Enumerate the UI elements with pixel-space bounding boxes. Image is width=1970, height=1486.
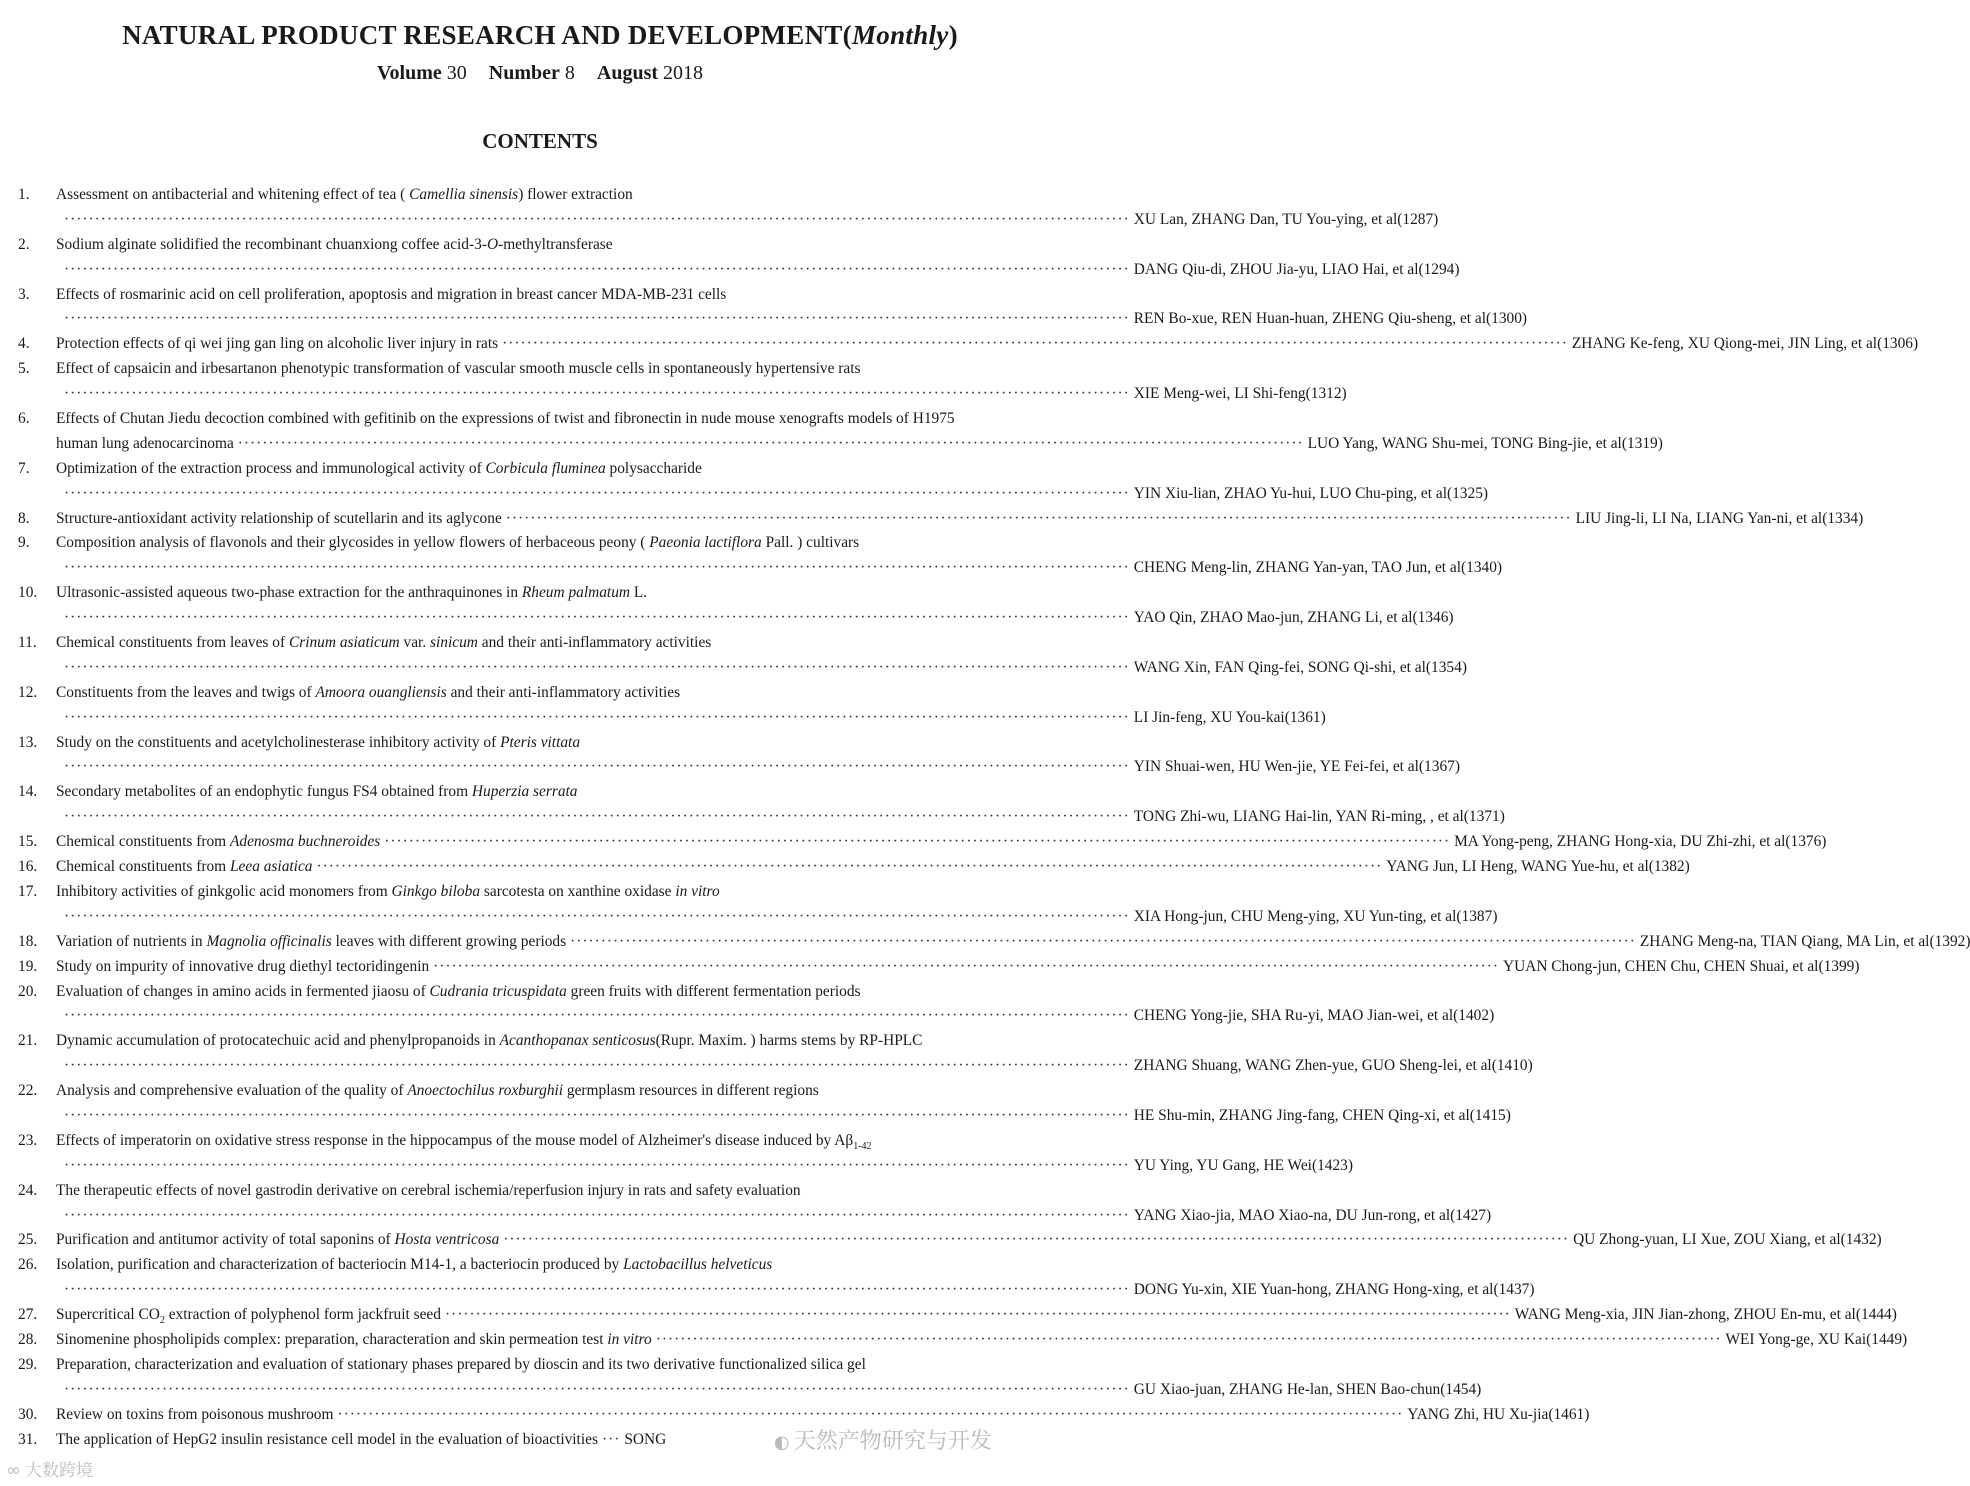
- entry-title: Effects of imperatorin on oxidative stress response in the hippocampus of the mouse model of Alzheimer's disease induced by $A\beta_{1-42}$: [56, 1131, 872, 1152]
- entry-number: 16.: [18, 858, 38, 876]
- toc-entry: [0, 855, 1690, 880]
- entry-title: Study on the constituents and acetylcholinesterase inhibitory activity of Pteris vittata: [56, 733, 581, 751]
- contents-heading: CONTENTS: [482, 129, 598, 153]
- leader-dots: ··············································································································································································: [64, 260, 1130, 278]
- toc-entry: [0, 407, 1663, 457]
- leader-dots: ··············································································································································································: [64, 708, 1130, 726]
- entry-number: 13.: [18, 733, 38, 751]
- leader-dots: ···: [601, 1430, 621, 1448]
- leader-dots: ··············································································································································································: [502, 335, 1568, 353]
- toc-entry: [0, 507, 1864, 532]
- entry-title: Composition analysis of flavonols and their glycosides in yellow flowers of herbaceous peony ( Paeonia lactiflora Pall. ) cultivars: [56, 534, 860, 552]
- toc-entry: [0, 930, 1970, 955]
- entry-authors: XIA Hong-jun, CHU Meng-ying, XU Yun-ting, et al(1387): [1133, 907, 1498, 925]
- entry-number: 1.: [18, 186, 30, 203]
- journal-title: NATURAL PRODUCT RESEARCH AND DEVELOPMENT(Monthly): [122, 20, 958, 50]
- entry-number: 23.: [18, 1131, 38, 1149]
- entry-title: Protection effects of qi wei jing gan ling on alcoholic liver injury in rats: [56, 335, 499, 353]
- entry-title: Inhibitory activities of ginkgolic acid monomers from Ginkgo biloba sarcotesta on xanthine oxidase in vitro: [56, 882, 720, 900]
- entry-number: 22.: [18, 1082, 38, 1100]
- leader-dots: ··············································································································································································: [503, 1231, 1570, 1249]
- entry-authors: TONG Zhi-wu, LIANG Hai-lin, YAN Ri-ming, , et al(1371): [1133, 808, 1505, 826]
- entry-title: Study on impurity of innovative drug diethyl tectoridingenin: [56, 957, 430, 975]
- entry-authors: CHENG Yong-jie, SHA Ru-yi, MAO Jian-wei, et al(1402): [1133, 1007, 1495, 1025]
- entry-number: 31.: [18, 1430, 38, 1448]
- entry-authors: LI Jin-feng, XU You-kai(1361): [1133, 708, 1326, 726]
- toc-entry: [0, 880, 1498, 930]
- leader-dots: ··············································································································································································: [64, 758, 1130, 776]
- toc-entry: [0, 1129, 1353, 1179]
- entry-number: 4.: [18, 335, 30, 353]
- toc-entry: [0, 980, 1495, 1030]
- leader-dots: ··············································································································································································: [64, 808, 1130, 826]
- entry-number: 26.: [18, 1256, 38, 1274]
- toc-entry: [0, 457, 1489, 507]
- toc-entry: [0, 1253, 1535, 1303]
- entry-authors: XIE Meng-wei, LI Shi-feng(1312): [1133, 385, 1347, 403]
- entry-authors: YANG Xiao-jia, MAO Xiao-na, DU Jun-rong, et al(1427): [1133, 1206, 1492, 1224]
- leader-dots: ··············································································································································································: [64, 907, 1130, 925]
- entry-number: 10.: [18, 584, 38, 602]
- entry-title: Evaluation of changes in amino acids in fermented jiaosu of Cudrania tricuspidata green fruits with different fermentation periods: [56, 982, 861, 1000]
- entry-title: Structure-antioxidant activity relationship of scutellarin and its aglycone: [56, 509, 502, 527]
- entry-title: The therapeutic effects of novel gastrodin derivative on cerebral ischemia/reperfusion injury in rats and safety evaluation: [56, 1181, 801, 1199]
- leader-dots: ··············································································································································································: [64, 1206, 1130, 1224]
- entry-title: Analysis and comprehensive evaluation of the quality of Anoectochilus roxburghii germplasm resources in different regions: [56, 1082, 819, 1100]
- entry-number: 15.: [18, 833, 38, 851]
- leader-dots: ··············································································································································································: [64, 210, 1130, 228]
- entry-authors: YIN Shuai-wen, HU Wen-jie, YE Fei-fei, et al(1367): [1133, 758, 1460, 776]
- toc-entry: [0, 283, 1528, 333]
- leader-dots: ··············································································································································································: [444, 1306, 1511, 1324]
- leader-dots: ··············································································································································································: [64, 658, 1130, 676]
- issue-year: 2018: [663, 62, 704, 84]
- entry-number: 5.: [18, 360, 30, 378]
- leader-dots: ··············································································································································································: [64, 609, 1130, 627]
- entry-title: Chemical constituents from Adenosma buchneroides: [56, 833, 381, 851]
- entry-number: 14.: [18, 783, 38, 801]
- toc-entry: [0, 830, 1827, 855]
- entry-authors: WANG Meng-xia, JIN Jian-zhong, ZHOU En-mu, et al(1444): [1514, 1306, 1897, 1324]
- entry-title: Optimization of the extraction process and immunological activity of Corbicula fluminea polysaccharide: [56, 459, 702, 477]
- entry-title-continued: human lung adenocarcinoma: [56, 434, 234, 452]
- toc-entry: [0, 1353, 1482, 1403]
- entry-authors: WANG Xin, FAN Qing-fei, SONG Qi-shi, et al(1354): [1133, 658, 1467, 676]
- entry-title: Supercritical $CO_2$ extraction of polyphenol form jackfruit seed: [56, 1306, 441, 1327]
- toc-entry: [0, 731, 1460, 781]
- leader-dots: ··············································································································································································: [64, 1156, 1130, 1174]
- entry-title: Variation of nutrients in Magnolia officinalis leaves with different growing periods: [56, 932, 567, 950]
- entry-number: 2.: [18, 235, 30, 253]
- toc-entry: [0, 581, 1454, 631]
- entry-title: Assessment on antibacterial and whitening effect of tea ( Camellia sinensis) flower extraction: [56, 186, 633, 203]
- toc-entry: [0, 1228, 1882, 1253]
- leader-dots: ··············································································································································································: [64, 484, 1130, 502]
- journal-name: NATURAL PRODUCT RESEARCH AND DEVELOPMENT: [122, 20, 843, 50]
- watermark-left: ∞ 大数跨境: [6, 1460, 93, 1481]
- entry-title: The application of HepG2 insulin resistance cell model in the evaluation of bioactivities: [56, 1430, 598, 1448]
- toc-entry: [0, 1029, 1533, 1079]
- entry-authors: DANG Qiu-di, ZHOU Jia-yu, LIAO Hai, et al(1294): [1133, 260, 1460, 278]
- entry-authors: YIN Xiu-lian, ZHAO Yu-hui, LUO Chu-ping, et al(1325): [1133, 484, 1489, 502]
- entry-authors: ZHANG Ke-feng, XU Qiong-mei, JIN Ling, et al(1306): [1571, 335, 1919, 353]
- toc-entry: [0, 233, 1460, 283]
- entry-number: 25.: [18, 1231, 38, 1249]
- entry-title: Effects of rosmarinic acid on cell proliferation, apoptosis and migration in breast cancer MDA-MB-231 cells: [56, 285, 727, 303]
- entry-authors: DONG Yu-xin, XIE Yuan-hong, ZHANG Hong-xing, et al(1437): [1133, 1281, 1535, 1299]
- entry-number: 3.: [18, 285, 30, 303]
- entry-number: 27.: [18, 1306, 38, 1324]
- journal-frequency: Monthly: [851, 20, 949, 50]
- entry-authors: YANG Jun, LI Heng, WANG Yue-hu, et al(1382): [1386, 858, 1690, 876]
- toc-entry: [0, 357, 1347, 407]
- entry-title: Isolation, purification and characterization of bacteriocin M14-1, a bacteriocin produced by Lactobacillus helveticus: [56, 1256, 773, 1274]
- entry-number: 28.: [18, 1330, 38, 1348]
- toc-entry: [0, 183, 1439, 233]
- entry-number: 7.: [18, 459, 30, 477]
- entry-number: 24.: [18, 1181, 38, 1199]
- entry-number: 9.: [18, 534, 30, 552]
- entry-title: Purification and antitumor activity of total saponins of Hosta ventricosa: [56, 1231, 500, 1249]
- entry-title: Effects of Chutan Jiedu decoction combined with gefitinib on the expressions of twist and fibronectin in nude mouse xenografts models of H1975: [56, 410, 955, 428]
- entry-title: Sodium alginate solidified the recombinant chuanxiong coffee acid-3-O-methyltransferase: [56, 235, 613, 253]
- leader-dots: ··············································································································································································: [433, 957, 1499, 975]
- toc-entry: [0, 955, 1860, 980]
- table-of-contents: [0, 183, 1970, 1452]
- volume-number: 30: [446, 62, 467, 84]
- entry-title: Review on toxins from poisonous mushroom: [56, 1405, 334, 1423]
- entry-title: Secondary metabolites of an endophytic fungus FS4 obtained from Huperzia serrata: [56, 783, 578, 801]
- entry-authors: LIU Jing-li, LI Na, LIANG Yan-ni, et al(1334): [1575, 509, 1864, 527]
- entry-title: Chemical constituents from Leea asiatica: [56, 858, 313, 876]
- entry-number: 20.: [18, 982, 38, 1000]
- entry-number: 18.: [18, 932, 38, 950]
- entry-authors: SONG: [624, 1430, 667, 1448]
- link-icon: ∞: [6, 1460, 21, 1481]
- entry-authors: REN Bo-xue, REN Huan-huan, ZHENG Qiu-sheng, et al(1300): [1133, 310, 1528, 328]
- leader-dots: ··············································································································································································: [384, 833, 1451, 851]
- chat-icon: ◐: [774, 1432, 790, 1453]
- entry-authors: YANG Zhi, HU Xu-jia(1461): [1407, 1405, 1590, 1423]
- entry-authors: QU Zhong-yuan, LI Xue, ZOU Xiang, et al(1432): [1573, 1231, 1882, 1249]
- toc-entry: [0, 332, 1919, 357]
- toc-entry: [0, 631, 1467, 681]
- toc-entry: [0, 1079, 1511, 1129]
- leader-dots: ··············································································································································································: [64, 385, 1130, 403]
- leader-dots: ··············································································································································································: [337, 1405, 1404, 1423]
- entry-title: Chemical constituents from leaves of Crinum asiaticum var. sinicum and their anti-inflammatory activities: [56, 634, 712, 652]
- leader-dots: ··············································································································································································: [64, 310, 1130, 328]
- leader-dots: ··············································································································································································: [64, 1380, 1130, 1398]
- toc-entry: [0, 1179, 1492, 1229]
- entry-authors: WEI Yong-ge, XU Kai(1449): [1725, 1330, 1908, 1348]
- volume-label: Volume: [376, 62, 442, 84]
- entry-title: Ultrasonic-assisted aqueous two-phase extraction for the anthraquinones in Rheum palmatum L.: [56, 584, 648, 602]
- leader-dots: ··············································································································································································: [64, 1106, 1130, 1124]
- entry-title: Effect of capsaicin and irbesartanon phenotypic transformation of vascular smooth muscle cells in spontaneously hypertensive rats: [56, 360, 861, 378]
- toc-entry: [0, 681, 1326, 731]
- toc-entry: [0, 1328, 1908, 1353]
- entry-title: Sinomenine phospholipids complex: preparation, characteration and skin permeation test in vitro: [56, 1330, 652, 1348]
- entry-title: Dynamic accumulation of protocatechuic acid and phenylpropanoids in Acanthopanax senticosus(Rupr. Maxim. ) harms stems by RP-HPLC: [56, 1032, 923, 1050]
- toc-entry: [0, 780, 1505, 830]
- entry-number: 19.: [18, 957, 38, 975]
- entry-number: 6.: [18, 410, 30, 428]
- entry-authors: LUO Yang, WANG Shu-mei, TONG Bing-jie, et al(1319): [1307, 434, 1663, 452]
- entry-authors: ZHANG Meng-na, TIAN Qiang, MA Lin, et al(1392): [1639, 932, 1970, 950]
- entry-number: 17.: [18, 882, 38, 900]
- entry-authors: XU Lan, ZHANG Dan, TU You-ying, et al(1287): [1133, 210, 1439, 228]
- watermark-right: ◐ 天然产物研究与开发: [774, 1424, 992, 1455]
- entry-authors: MA Yong-peng, ZHANG Hong-xia, DU Zhi-zhi, et al(1376): [1454, 833, 1827, 851]
- entry-number: 8.: [18, 509, 30, 527]
- entry-number: 12.: [18, 683, 38, 701]
- entry-authors: YUAN Chong-jun, CHEN Chu, CHEN Shuai, et al(1399): [1502, 957, 1860, 975]
- leader-dots: ··············································································································································································: [64, 1281, 1130, 1299]
- leader-dots: ··············································································································································································: [64, 1007, 1130, 1025]
- entry-number: 11.: [18, 634, 37, 652]
- leader-dots: ··············································································································································································: [570, 932, 1636, 950]
- entry-authors: CHENG Meng-lin, ZHANG Yan-yan, TAO Jun, et al(1340): [1133, 559, 1503, 577]
- issue-number: 8: [564, 62, 575, 84]
- entry-authors: HE Shu-min, ZHANG Jing-fang, CHEN Qing-xi, et al(1415): [1133, 1106, 1511, 1124]
- leader-dots: ··············································································································································································: [505, 509, 1572, 527]
- number-label: Number: [488, 62, 560, 84]
- entry-number: 29.: [18, 1355, 38, 1373]
- entry-authors: YU Ying, YU Gang, HE Wei(1423): [1133, 1156, 1353, 1174]
- toc-entry: [0, 531, 1503, 581]
- entry-number: 21.: [18, 1032, 38, 1050]
- leader-dots: ··············································································································································································: [316, 858, 1383, 876]
- issue-line: [0, 62, 1080, 85]
- entry-title: Constituents from the leaves and twigs of Amoora ouangliensis and their anti-inflammatory activities: [56, 683, 681, 701]
- entry-authors: YAO Qin, ZHAO Mao-jun, ZHANG Li, et al(1346): [1133, 609, 1454, 627]
- entry-number: 30.: [18, 1405, 38, 1423]
- leader-dots: ··············································································································································································: [64, 1057, 1130, 1075]
- entry-title: Preparation, characterization and evaluation of stationary phases prepared by dioscin and its two derivative functionalized silica gel: [56, 1355, 866, 1373]
- issue-month: August: [596, 62, 659, 84]
- entry-authors: GU Xiao-juan, ZHANG He-lan, SHEN Bao-chun(1454): [1133, 1380, 1482, 1398]
- leader-dots: ··············································································································································································: [64, 559, 1130, 577]
- leader-dots: ··············································································································································································: [655, 1330, 1722, 1348]
- entry-authors: ZHANG Shuang, WANG Zhen-yue, GUO Sheng-lei, et al(1410): [1133, 1057, 1533, 1075]
- leader-dots: ··············································································································································································: [237, 434, 1304, 452]
- toc-entry: [0, 1303, 1897, 1328]
